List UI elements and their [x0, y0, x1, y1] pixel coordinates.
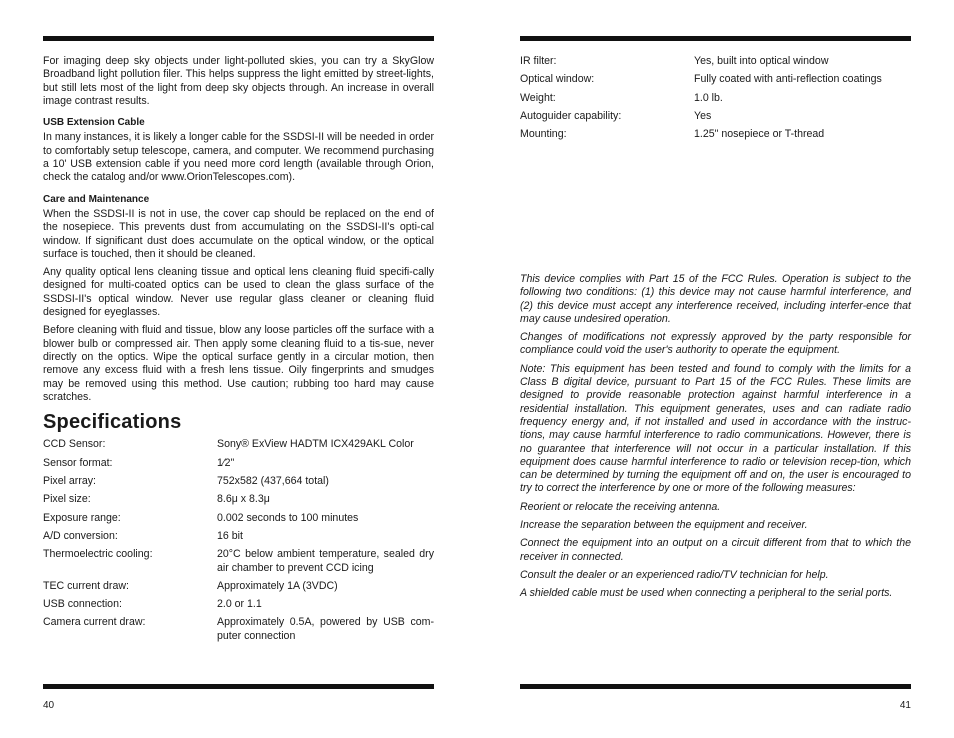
spec-row	[43, 616, 434, 643]
spec-list-left	[43, 438, 434, 643]
spec-key: Mounting:	[520, 128, 567, 141]
spec-key: TEC current draw:	[43, 579, 129, 592]
spec-row	[520, 73, 911, 86]
spec-value: 1.0 lb.	[694, 91, 723, 104]
fcc-paragraph: Changes of modifications not expressly approved by the party responsible for compliance could void the user's authority to operate the equipment.	[520, 331, 911, 357]
spec-value: 1⁄2"	[217, 456, 235, 469]
spec-key: Pixel size:	[43, 493, 91, 506]
spec-row	[43, 512, 434, 525]
specifications-title: Specifications	[43, 411, 182, 434]
bottom-rule	[520, 684, 911, 689]
page-number: 40	[43, 700, 55, 711]
spec-value: 0.002 seconds to 100 minutes	[217, 511, 359, 524]
spec-row	[43, 580, 434, 593]
spec-value: 20°C below ambient temperature, sealed dry air chamber to prevent CCD icing	[217, 548, 434, 574]
care-heading: Care and Maintenance	[43, 193, 150, 205]
spec-value: Sony® ExView HADTM ICX429AKL Color	[217, 438, 414, 451]
fcc-paragraph: Note: This equipment has been tested and found to comply with the limits for a Class B digital device, pursuant to Part 15 of the FCC Rules. These limits are designed to provide reasonable protection against harmful interference in a residential installation. This equipment generates, uses and can radiate radio frequency energy and, if not installed and used in accordance with the instruc-tions, may cause harmful interference to radio communications. However, there is no guarantee that interference will not occur in a particular installation. If this equipment does cause harmful interference to radio or television recep-tion, which can be determined by turning the equipment off and on, the user is encouraged to try to correct the interference by one or more of the following measures:	[520, 362, 911, 495]
spec-key: CCD Sensor:	[43, 438, 106, 451]
spec-row	[43, 438, 434, 451]
spec-row	[43, 493, 434, 506]
spec-row	[43, 475, 434, 488]
care-paragraph-3: Before cleaning with fluid and tissue, blow any loose particles off the surface with a blower bulb or compressed air. Then apply some cleaning fluid to a tis-sue, never directly on the optics. Wipe the optical surface gently in a circular motion, then remove any excess fluid with a fresh lens tissue. Oily fingerprints and smudges may be removed using this method. Use caution; rubbing too hard may cause scratches.	[43, 324, 434, 403]
spec-row	[43, 548, 434, 575]
spec-value: Approximately 0.5A, powered by USB com-puter connection	[217, 616, 434, 642]
spec-row	[43, 598, 434, 611]
top-rule	[520, 36, 911, 41]
left-page-body	[43, 55, 434, 648]
fcc-paragraph: Connect the equipment into an output on a circuit different from that to which the receiver in connected.	[520, 537, 911, 563]
spec-row	[520, 55, 911, 68]
care-paragraph-1: When the SSDSI-II is not in use, the cover cap should be replaced on the end of the nosepiece. This prevents dust from accumulating on the SSDSI-II's opti-cal window. If significant dust does accumulate on the optical window, or the optical surface is touched, then it should be cleaned.	[43, 207, 434, 260]
spec-row	[520, 128, 911, 141]
fcc-paragraph: This device complies with Part 15 of the FCC Rules. Operation is subject to the following two conditions: (1) this device may not cause harmful interference, and (2) this device must accept any interference received, including interfer-ence that may cause undesired operation.	[520, 273, 911, 325]
spec-row	[520, 92, 911, 105]
spec-key: USB connection:	[43, 598, 122, 611]
spec-key: Sensor format:	[43, 456, 113, 469]
page-number: 41	[899, 700, 911, 711]
spec-value: 752x582 (437,664 total)	[217, 475, 329, 488]
care-paragraph-2: Any quality optical lens cleaning tissue and optical lens cleaning fluid specifi-cally designed for multi-coated optics can be used to clean the glass surface of the SSDSI-II's optical window. Never use regular glass cleaner or cleaning fluid designed for eyeglasses.	[43, 266, 434, 319]
bottom-rule	[43, 684, 434, 689]
spec-value: Approximately 1A (3VDC)	[217, 579, 338, 592]
spec-value: Yes, built into optical window	[694, 55, 829, 67]
intro-paragraph: For imaging deep sky objects under light-polluted skies, you can try a SkyGlow Broadband light pollution filer. This helps suppress the light emitted by street-lights, but still lets most of the light from deep sky objects through. An increase in overall image contrast results.	[43, 55, 434, 107]
fcc-paragraph: A shielded cable must be used when connecting a peripheral to the serial ports.	[520, 587, 893, 600]
spec-key: IR filter:	[520, 55, 557, 67]
spec-key: Pixel array:	[43, 475, 96, 488]
spec-row	[520, 110, 911, 123]
usb-heading: USB Extension Cable	[43, 117, 145, 129]
spec-row	[43, 530, 434, 543]
spec-value: 1.25" nosepiece or T-thread	[694, 128, 825, 141]
spec-key: A/D conversion:	[43, 529, 118, 542]
spec-key: Exposure range:	[43, 511, 121, 524]
spec-key: Autoguider capability:	[520, 109, 622, 122]
top-rule	[43, 36, 434, 41]
spec-value: 8.6μ x 8.3μ	[217, 493, 270, 506]
spec-key: Camera current draw:	[43, 616, 146, 629]
fcc-notice	[520, 273, 911, 606]
spec-value: Fully coated with anti-reflection coatings	[694, 73, 882, 86]
fcc-paragraph: Increase the separation between the equipment and receiver.	[520, 519, 808, 532]
spec-key: Weight:	[520, 91, 556, 104]
usb-paragraph: In many instances, it is likely a longer cable for the SSDSI-II will be needed in order to comfortably setup telescope, camera, and computer. We recommend purchasing a 10' USB extension cable if you need more cord length (available through Orion, check the catalog and/or www.OrionTelescopes.com).	[43, 131, 434, 184]
spec-key: Optical window:	[520, 73, 595, 86]
spec-value: 2.0 or 1.1	[217, 598, 262, 611]
spec-value: 16 bit	[217, 529, 243, 542]
fcc-paragraph: Consult the dealer or an experienced radio/TV technician for help.	[520, 568, 829, 581]
spec-list-right	[520, 55, 911, 146]
spec-key: Thermoelectric cooling:	[43, 548, 153, 561]
fcc-paragraph: Reorient or relocate the receiving antenna.	[520, 500, 721, 513]
spec-value: Yes	[694, 109, 712, 122]
spec-row	[43, 457, 434, 470]
